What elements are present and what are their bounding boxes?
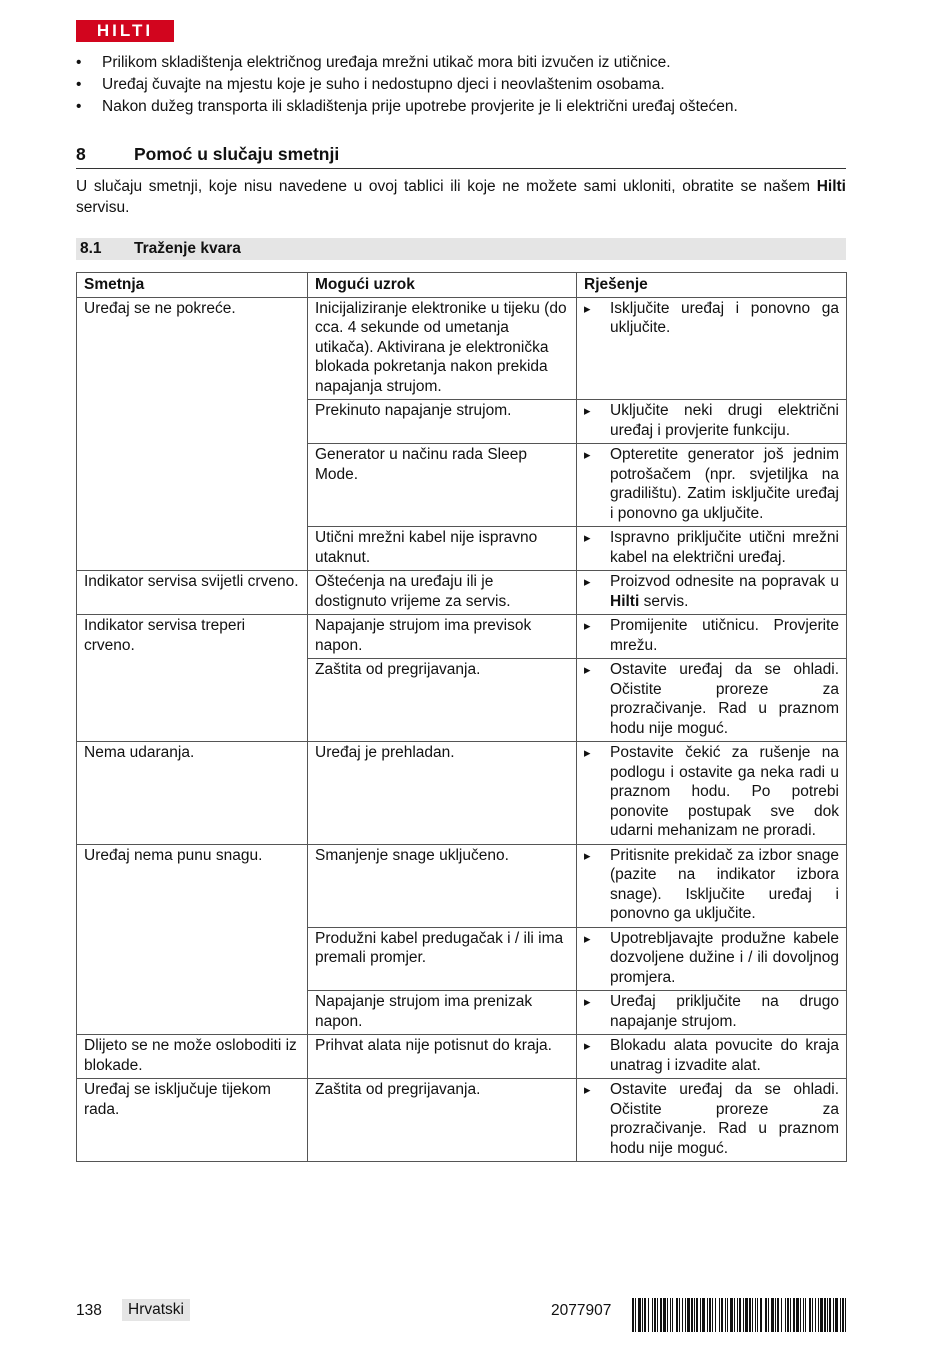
table-row — [77, 297, 847, 400]
solution-text: ▸ Ostavite uređaj da se ohladi. Očistite proreze za prozračivanje. Rad u praznom hodu nije moguć. — [584, 1080, 839, 1158]
barcode-bar — [663, 1298, 666, 1332]
document-code: 2077907 — [551, 1302, 612, 1319]
fault-cell: Nema udaranja. — [77, 742, 308, 845]
barcode-bar — [700, 1298, 701, 1332]
barcode-bar — [676, 1298, 678, 1332]
solution-text: ▸ Ostavite uređaj da se ohladi. Očistite proreze za prozračivanje. Rad u praznom hodu nije moguć. — [584, 660, 839, 738]
solution-text: ▸ Pritisnite prekidač za izbor snage (pazite na indikator izbora snage). Isključite uređaj i ponovno ga uključite. — [584, 846, 839, 924]
barcode-bar — [760, 1298, 762, 1332]
barcode-bar — [702, 1298, 705, 1332]
solution-cell — [577, 444, 847, 527]
section-8-intro: U slučaju smetnji, koje nisu navedene u ovoj tablici ili koje ne možete sami ukloniti, obratite se našem Hilti servisu. — [76, 178, 846, 216]
fault-cell: Dlijeto se ne može osloboditi iz blokade. — [77, 1035, 308, 1079]
list-item: • Nakon dužeg transporta ili skladištenja prije upotrebe provjerite je li električni uređaj oštećen. — [76, 96, 846, 118]
section-title: Pomoć u slučaju smetnji — [134, 144, 340, 164]
barcode-bar — [749, 1298, 751, 1332]
cause-cell: Oštećenja na uređaju ili je dostignuto vrijeme za servis. — [308, 571, 577, 615]
fault-cell: Uređaj nema punu snagu. — [77, 844, 308, 1035]
solution-cell — [577, 844, 847, 927]
solution-text: ▸ Isključite uređaj i ponovno ga uključite. — [584, 299, 839, 338]
solution-cell — [577, 400, 847, 444]
barcode-bar — [685, 1298, 686, 1332]
barcode — [632, 1298, 846, 1332]
fault-cell: Indikator servisa treperi crveno. — [77, 615, 308, 742]
solution-text: ▸ Blokadu alata povucite do kraja unatrag i izvadite alat. — [584, 1036, 839, 1075]
barcode-bar — [765, 1298, 767, 1332]
barcode-bar — [696, 1298, 698, 1332]
solution-cell — [577, 527, 847, 571]
troubleshooting-table — [76, 272, 847, 1162]
cause-cell: Napajanje strujom ima prenizak napon. — [308, 991, 577, 1035]
barcode-bar — [657, 1298, 658, 1332]
solution-text: ▸ Promijenite utičnicu. Provjerite mrežu. — [584, 616, 839, 655]
table-row — [77, 1079, 847, 1162]
cause-cell: Uređaj je prehladan. — [308, 742, 577, 845]
barcode-bar — [734, 1298, 735, 1332]
barcode-bar — [644, 1298, 646, 1332]
hilti-logo: HILTI — [76, 20, 174, 42]
barcode-bar — [842, 1298, 844, 1332]
barcode-bar — [752, 1298, 753, 1332]
solution-cell — [577, 659, 847, 742]
subsection-number: 8.1 — [80, 240, 102, 257]
barcode-bar — [743, 1298, 744, 1332]
barcode-bar — [829, 1298, 831, 1332]
barcode-bar — [775, 1298, 776, 1332]
table-row — [77, 742, 847, 845]
solution-text: ▸ Upotrebljavajte produžne kabele dozvoljene dužine i / ili dovoljnog promjera. — [584, 929, 839, 988]
cause-cell: Inicijaliziranje elektronike u tijeku (do cca. 4 sekunde od umetanja utikača). Aktivirana je elektronička blokada pokretanja nakon prekida napajanja strujom. — [308, 297, 577, 400]
barcode-bar — [824, 1298, 826, 1332]
column-header-solution: Rješenje — [577, 273, 847, 298]
section-number: 8 — [76, 144, 86, 164]
storage-bullet-list — [76, 52, 846, 118]
table-row — [77, 1035, 847, 1079]
barcode-bar — [835, 1298, 838, 1332]
barcode-bar — [654, 1298, 656, 1332]
barcode-bar — [730, 1298, 733, 1332]
barcode-bar — [755, 1298, 756, 1332]
page-number: 138 — [76, 1302, 102, 1319]
barcode-bar — [712, 1298, 713, 1332]
barcode-bar — [800, 1298, 801, 1332]
cause-cell: Prihvat alata nije potisnut do kraja. — [308, 1035, 577, 1079]
cause-cell: Zaštita od pregrijavanja. — [308, 659, 577, 742]
barcode-bar — [812, 1298, 813, 1332]
barcode-bar — [632, 1298, 634, 1332]
brand-name: Hilti — [816, 178, 846, 195]
barcode-bar — [757, 1298, 758, 1332]
list-item: • Prilikom skladištenja električnog uređaja mrežni utikač mora biti izvučen iz utičnice. — [76, 52, 846, 74]
solution-text: ▸ Uređaj priključite na drugo napajanje strujom. — [584, 992, 839, 1031]
barcode-bar — [815, 1298, 816, 1332]
barcode-bar — [679, 1298, 680, 1332]
barcode-bar — [667, 1298, 668, 1332]
barcode-bar — [737, 1298, 738, 1332]
barcode-bar — [635, 1298, 636, 1332]
column-header-fault: Smetnja — [77, 273, 308, 298]
barcode-bar — [739, 1298, 741, 1332]
barcode-bar — [771, 1298, 774, 1332]
barcode-bar — [781, 1298, 782, 1332]
list-item: • Uređaj čuvajte na mjestu koje je suho i nedostupno djeci i neovlaštenim osobama. — [76, 74, 846, 96]
barcode-bar — [827, 1298, 828, 1332]
solution-cell — [577, 1035, 847, 1079]
cause-cell: Zaštita od pregrijavanja. — [308, 1079, 577, 1162]
table-row — [77, 571, 847, 615]
barcode-bar — [820, 1298, 823, 1332]
table-header-row — [77, 273, 847, 298]
barcode-bar — [787, 1298, 789, 1332]
solution-cell — [577, 297, 847, 400]
barcode-bar — [642, 1298, 643, 1332]
table-row — [77, 615, 847, 659]
solution-text: ▸ Opteretite generator još jednim potrošačem (npr. svjetiljka na gradilištu). Zatim isključite uređaj i ponovno ga uključite. — [584, 445, 839, 523]
solution-cell — [577, 1079, 847, 1162]
barcode-bar — [803, 1298, 804, 1332]
barcode-bar — [790, 1298, 791, 1332]
barcode-bar — [660, 1298, 662, 1332]
fault-cell: Indikator servisa svijetli crveno. — [77, 571, 308, 615]
solution-text: ▸ Postavite čekić za rušenje na podlogu i ostavite ga neka radi u praznom hodu. Po potrebi ponovite postupak sve dok udarni mehanizam ne proradi. — [584, 743, 839, 841]
barcode-bar — [845, 1298, 846, 1332]
barcode-bar — [638, 1298, 641, 1332]
solution-cell — [577, 571, 847, 615]
brand-name: Hilti — [610, 592, 640, 610]
barcode-bar — [691, 1298, 693, 1332]
solution-text: ▸ Uključite neki drugi električni uređaj i provjerite funkciju. — [584, 401, 839, 440]
solution-cell — [577, 991, 847, 1035]
barcode-bar — [793, 1298, 795, 1332]
cause-cell: Smanjenje snage uključeno. — [308, 844, 577, 927]
solution-text: ▸ Ispravno priključite utični mrežni kabel na električni uređaj. — [584, 528, 839, 567]
solution-text: ▸ Proizvod odnesite na popravak u Hilti servis. — [584, 572, 839, 611]
fault-cell: Uređaj se ne pokreće. — [77, 297, 308, 571]
barcode-bar — [707, 1298, 708, 1332]
barcode-bar — [833, 1298, 834, 1332]
column-header-cause: Mogući uzrok — [308, 273, 577, 298]
barcode-bar — [777, 1298, 779, 1332]
solution-cell — [577, 742, 847, 845]
subsection-title: Traženje kvara — [134, 240, 241, 257]
solution-cell — [577, 927, 847, 991]
cause-cell: Generator u načinu rada Sleep Mode. — [308, 444, 577, 527]
barcode-bar — [840, 1298, 841, 1332]
fault-cell: Uređaj se isključuje tijekom rada. — [77, 1079, 308, 1162]
barcode-bar — [648, 1298, 649, 1332]
barcode-bar — [768, 1298, 769, 1332]
barcode-bar — [670, 1298, 671, 1332]
section-8-1-heading — [76, 238, 846, 260]
barcode-bar — [694, 1298, 695, 1332]
barcode-bar — [745, 1298, 748, 1332]
barcode-bar — [672, 1298, 673, 1332]
barcode-bar — [719, 1298, 720, 1332]
barcode-bar — [721, 1298, 723, 1332]
barcode-bar — [652, 1298, 653, 1332]
cause-cell: Prekinuto napajanje strujom. — [308, 400, 577, 444]
cause-cell: Produžni kabel predugačak i / ili ima premali promjer. — [308, 927, 577, 991]
barcode-bar — [818, 1298, 819, 1332]
barcode-bar — [725, 1298, 726, 1332]
section-8-heading — [76, 144, 846, 169]
barcode-bar — [682, 1298, 683, 1332]
barcode-bar — [709, 1298, 711, 1332]
barcode-bar — [805, 1298, 806, 1332]
barcode-bar — [727, 1298, 728, 1332]
language-label: Hrvatski — [122, 1299, 190, 1321]
solution-cell — [577, 615, 847, 659]
cause-cell: Utični mrežni kabel nije ispravno utaknut. — [308, 527, 577, 571]
barcode-bar — [785, 1298, 786, 1332]
table-row — [77, 844, 847, 927]
barcode-bar — [796, 1298, 799, 1332]
barcode-bar — [809, 1298, 811, 1332]
barcode-bar — [687, 1298, 690, 1332]
barcode-bar — [715, 1298, 716, 1332]
cause-cell: Napajanje strujom ima previsok napon. — [308, 615, 577, 659]
